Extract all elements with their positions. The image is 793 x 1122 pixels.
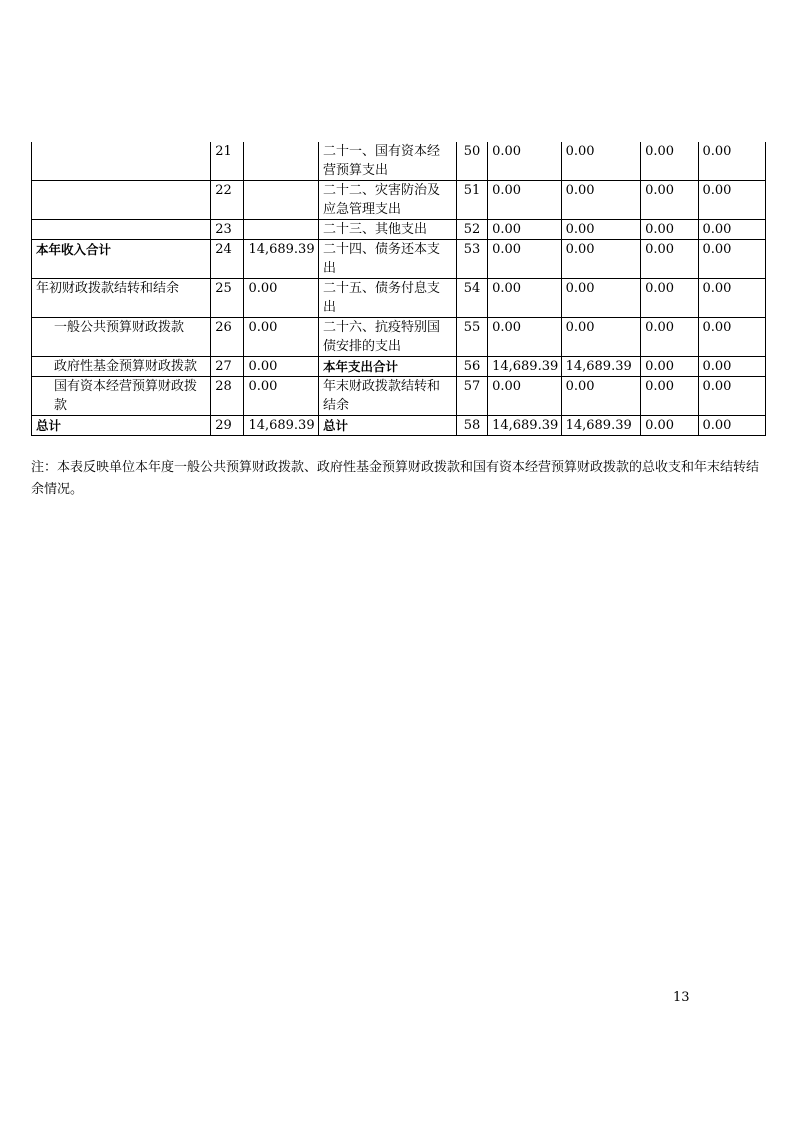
expense-item-cell: 总计 [318, 416, 456, 436]
income-amount: 0.00 [244, 318, 319, 357]
state-capital-amount: 0.00 [698, 318, 766, 357]
table-row [32, 279, 766, 318]
expense-total: 0.00 [488, 377, 562, 416]
expense-item-cell: 年末财政拨款结转和结余 [318, 377, 456, 416]
income-amount: 14,689.39 [244, 240, 319, 279]
income-amount [244, 142, 319, 181]
state-capital-amount: 0.00 [698, 142, 766, 181]
income-amount: 0.00 [244, 357, 319, 377]
income-amount [244, 220, 319, 240]
general-budget-amount: 0.00 [561, 240, 641, 279]
income-line-no: 25 [211, 279, 244, 318]
state-capital-amount: 0.00 [698, 220, 766, 240]
general-budget-amount: 0.00 [561, 181, 641, 220]
expense-total: 0.00 [488, 142, 562, 181]
general-budget-amount: 0.00 [561, 318, 641, 357]
income-line-no: 29 [211, 416, 244, 436]
table-row [32, 240, 766, 279]
income-item-cell: 本年收入合计 [32, 240, 211, 279]
table-footnote: 注：本表反映单位本年度一般公共预算财政拨款、政府性基金预算财政拨款和国有资本经营预算财政拨款的总收支和年末结转结余情况。 [31, 460, 760, 497]
income-item-cell: 国有资本经营预算财政拨款 [32, 377, 211, 416]
general-budget-amount: 0.00 [561, 142, 641, 181]
expense-item-cell: 二十一、国有资本经营预算支出 [318, 142, 456, 181]
income-item-cell: 年初财政拨款结转和结余 [32, 279, 211, 318]
expense-item-cell: 二十三、其他支出 [318, 220, 456, 240]
income-item-cell: 一般公共预算财政拨款 [32, 318, 211, 357]
income-line-no: 22 [211, 181, 244, 220]
table-row [32, 377, 766, 416]
expense-total: 14,689.39 [488, 416, 562, 436]
income-item-cell: 总计 [32, 416, 211, 436]
fund-budget-amount: 0.00 [641, 142, 698, 181]
expense-item-cell: 二十五、债务付息支出 [318, 279, 456, 318]
expense-total: 14,689.39 [488, 357, 562, 377]
expense-line-no: 58 [456, 416, 487, 436]
table-row [32, 357, 766, 377]
income-item-cell [32, 142, 211, 181]
general-budget-amount: 0.00 [561, 220, 641, 240]
income-amount [244, 181, 319, 220]
income-item-cell [32, 220, 211, 240]
table-row [32, 142, 766, 181]
expense-item-cell: 本年支出合计 [318, 357, 456, 377]
expense-line-no: 57 [456, 377, 487, 416]
fund-budget-amount: 0.00 [641, 240, 698, 279]
income-amount: 14,689.39 [244, 416, 319, 436]
expense-total: 0.00 [488, 181, 562, 220]
general-budget-amount: 0.00 [561, 377, 641, 416]
income-line-no: 27 [211, 357, 244, 377]
state-capital-amount: 0.00 [698, 240, 766, 279]
fund-budget-amount: 0.00 [641, 377, 698, 416]
income-item-cell [32, 181, 211, 220]
income-line-no: 28 [211, 377, 244, 416]
fund-budget-amount: 0.00 [641, 318, 698, 357]
fund-budget-amount: 0.00 [641, 416, 698, 436]
general-budget-amount: 0.00 [561, 279, 641, 318]
page-number: 13 [673, 990, 690, 1005]
expense-total: 0.00 [488, 318, 562, 357]
state-capital-amount: 0.00 [698, 181, 766, 220]
fund-budget-amount: 0.00 [641, 181, 698, 220]
state-capital-amount: 0.00 [698, 357, 766, 377]
state-capital-amount: 0.00 [698, 416, 766, 436]
general-budget-amount: 14,689.39 [561, 357, 641, 377]
expense-item-cell: 二十二、灾害防治及应急管理支出 [318, 181, 456, 220]
income-amount: 0.00 [244, 279, 319, 318]
fiscal-appropriation-table [31, 142, 766, 436]
income-line-no: 23 [211, 220, 244, 240]
table-row [32, 416, 766, 436]
expense-line-no: 56 [456, 357, 487, 377]
table-row [32, 220, 766, 240]
fund-budget-amount: 0.00 [641, 357, 698, 377]
state-capital-amount: 0.00 [698, 377, 766, 416]
income-line-no: 21 [211, 142, 244, 181]
fund-budget-amount: 0.00 [641, 220, 698, 240]
income-line-no: 26 [211, 318, 244, 357]
table-row [32, 181, 766, 220]
table-row [32, 318, 766, 357]
expense-line-no: 54 [456, 279, 487, 318]
expense-item-cell: 二十六、抗疫特别国债安排的支出 [318, 318, 456, 357]
expense-total: 0.00 [488, 240, 562, 279]
income-item-cell: 政府性基金预算财政拨款 [32, 357, 211, 377]
expense-line-no: 55 [456, 318, 487, 357]
expense-line-no: 53 [456, 240, 487, 279]
income-amount: 0.00 [244, 377, 319, 416]
income-line-no: 24 [211, 240, 244, 279]
general-budget-amount: 14,689.39 [561, 416, 641, 436]
state-capital-amount: 0.00 [698, 279, 766, 318]
fund-budget-amount: 0.00 [641, 279, 698, 318]
expense-line-no: 52 [456, 220, 487, 240]
expense-line-no: 51 [456, 181, 487, 220]
expense-total: 0.00 [488, 220, 562, 240]
expense-total: 0.00 [488, 279, 562, 318]
expense-item-cell: 二十四、债务还本支出 [318, 240, 456, 279]
expense-line-no: 50 [456, 142, 487, 181]
